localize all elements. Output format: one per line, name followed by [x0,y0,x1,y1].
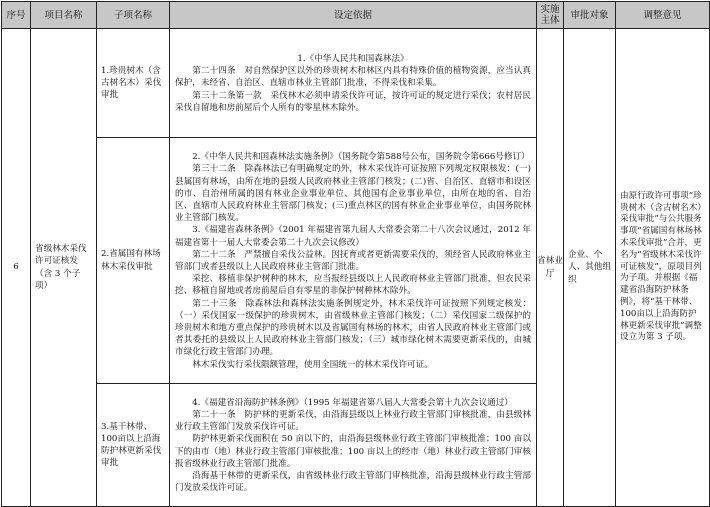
cell-basis-1 [170,29,537,138]
header-item-name: 项目名称 [31,2,97,29]
basis-paragraph: 第二十四条 对自然保护区以外的珍贵树木和林区内具有特殊价值的植物资源，应当认真保护，未经省、自治区、直辖市林业主管部门批准，不得采伐和采集。 [175,66,531,89]
basis-regulation-title: 3.《福建省森林条例》（2001 年福建省第九届人大常委会第二十八次会议通过，2012 年福建省第十一届人大常委会第二十九次会议修改） [175,225,531,248]
basis-regulation-title: 2.《中华人民共和国森林法实施条例》（国务院令第588号公布，国务院令第666号修订） [192,152,530,163]
cell-sub-item-1: 1.珍贵树木（含古树名木）采伐审批 [97,29,170,138]
cell-seq: 6 [2,29,31,507]
basis-paragraph: 第三十二条 除森林法已有明确规定的外，林木采伐许可证按照下列规定权限核发：(一)县属国有林场，由所在地的县级人民政府林业主管部门核发；(二)省、自治区、直辖市和设区的市、自治州所属的国有林业企业事业单位、其他国有企业事业单位，由所在地的省、自治区、直辖市人民政府林业主管部门核发；(三)重点林区的国有林业企业事业单位，由国务院林业主管部门核发。 [175,164,531,224]
basis-paragraph: 第二十一条 防护林的更新采伐，由沿海县级以上林业行政主管部门审核批准，由县级林业行政主管部门发放采伐许可证。 [175,409,531,433]
cell-item-name: 省级林木采伐许可证核发（含 3 个子项） [31,29,97,507]
cell-target: 企业、个人、其他组织 [564,29,616,507]
basis-law-title: 1.《中华人民共和国森林法》 [297,53,409,64]
table-row [2,29,710,138]
cell-sub-item-3: 3.基干林带、100亩以上沿海防护林更新采伐审批 [97,384,170,507]
header-basis: 设定依据 [170,2,537,29]
basis-paragraph: 林木采伐实行采伐限额管理，使用全国统一的林木采伐许可证。 [192,359,433,370]
header-opinion: 调整意见 [616,2,710,29]
cell-opinion: 由原行政许可事项“珍贵树木（含古树名木）采伐审批”与公共服务事项“省属国有林场林木采伐审批”合并，更名为“省级林木采伐许可证核发”，原项目列为子项。并根据《福建省沿海防护林条例》，将“基干林带、100亩以上沿海防护林更新采伐审批”调整设立为第 3 子项。 [616,29,710,507]
basis-paragraph: 采挖、移植非保护树种的林木，应当报经县级以上人民政府林业主管部门批准，但农民采挖、移植自留地或者房前屋后自有零星的非保护树种林木除外。 [175,274,531,297]
cell-subject: 省林业厅 [537,29,564,507]
cell-basis-2 [170,138,537,384]
cell-sub-item-2: 2.省属国有林场林木采伐审批 [97,138,170,384]
basis-regulation-title: 4.《福建省沿海防护林条例》（1995 年福建省第八届人大常委会第十九次会议通过） [192,397,513,408]
table-header-row [2,2,710,29]
header-subject: 实施主体 [537,2,564,29]
header-sub-item: 子项名称 [97,2,170,29]
basis-paragraph: 防护林更新采伐面积在 50 亩以下的，由沿海县级林业行政主管部门审核批准；100 亩以下的由市（地）林业行政主管部门审核批准；100 亩以上的经市（地）林业行政主管部门审核报省级林业行政主管部门批准。 [175,434,531,469]
basis-paragraph: 第二十三条 除森林法和森林法实施条例规定外，林木采伐许可证按照下列规定核发：（一）采伐国家一级保护的珍贵树木，由省级林业主管部门核发；（二）采伐国家二级保护的珍贵树木和地方重点保护的珍贵树木以及省属国有林场的林木，由省人民政府林业主管部门或者其委托的县级以上人民政府林业主管部门核发；（三）城市绿化树木需要更新采伐的，由城市绿化行政主管部门办理。 [175,298,531,358]
basis-paragraph: 第三十二条第一款 采伐林木必须申请采伐许可证，按许可证的规定进行采伐；农村居民采伐自留地和房前屋后个人所有的零星林木除外。 [175,90,531,113]
basis-paragraph: 第二十二条 严禁擅自采伐公益林。因抚育或者更新需要采伐的，须经省人民政府林业主管部门或者县级以上人民政府林业主管部门批准。 [175,249,531,272]
header-target: 审批对象 [564,2,616,29]
header-seq: 序号 [2,2,31,29]
basis-paragraph: 沿海基干林带的更新采伐，由省级林业行政主管部门审核批准，沿海县级林业行政主管部门发放采伐许可证。 [175,470,531,494]
cell-basis-3 [170,384,537,507]
approval-items-table [1,1,710,507]
